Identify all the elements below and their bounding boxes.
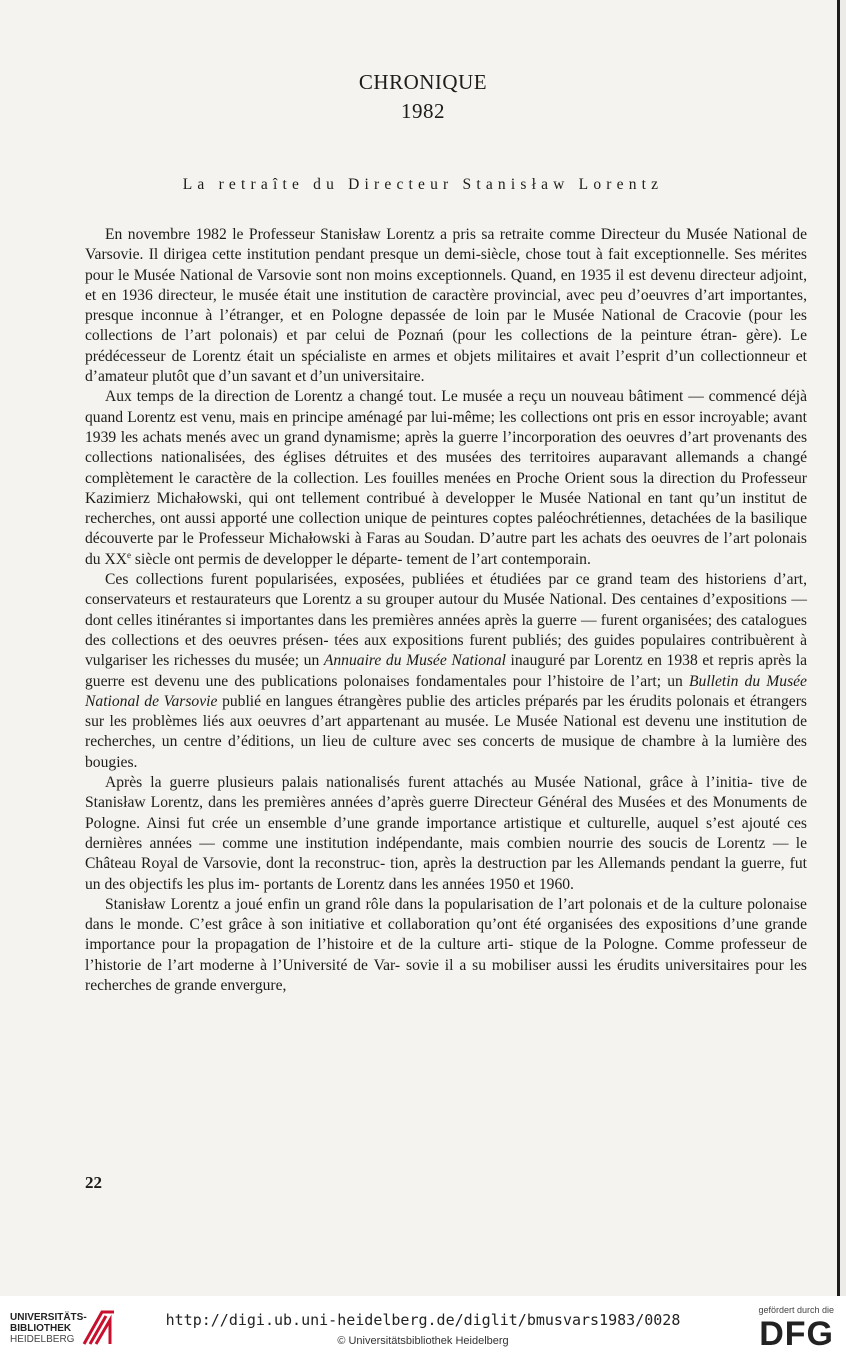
text-line: tive de Stanisław Lorentz, dans les premières années d’après guerre Directeur Général des Musées [85,774,808,812]
page-year: 1982 [401,99,445,123]
dfg-logo: DFG [759,1315,834,1353]
text-line: En novembre 1982 le Professeur Stanisław Lorentz a pris sa retraite comme Directeur du [105,226,681,243]
text-line: historiens d’art, conservateurs et restaurateurs que Lorentz a su grouper autour du Musée [85,571,807,609]
text-line: Michałowski, qui ont tellement contribué à developper le Musée National en tant qu’un institut [156,489,786,507]
text-line: tement de l’art contemporain. [406,550,591,568]
text-line: culture polonaise dans le monde. C’est grâce à son initiative et collaboration qu’ont été organisées [85,895,807,934]
text-line: des expositions d’une grande importance pour la propagation de l’histoire et de la culture arti- [85,916,807,954]
text-line: était une institution de caractère provincial, avec peu d’oeuvres d’art importantes, presque [85,286,807,325]
text-line: tées aux expositions furent publiés; des guides populaires contribuèrent à vulgariser les richesses [85,631,807,670]
text-line: Ces collections furent popularisées, exposées, publiées et étudiées par ce grand team des [105,571,699,589]
text-line: détruites et des musées des territoires auparavant allemands a changé complètement le caractère [85,449,807,487]
text-line: est devenu une des publications polonaises fondamentales pour l’histoire de l’art; un [130,672,689,690]
text-line: tout à fait exceptionnelle. Ses mérites pour le Musée National de Varsovie sont non moins [85,246,807,284]
text-line: portants de Lorentz dans les années 1950 et 1960. [263,875,574,893]
text-line: exceptionnels. Quand, en 1935 il est devenu directeur adjoint, et en 1936 directeur, le musée [85,266,807,304]
annuaire-title: Annuaire du Musée National [323,652,506,670]
source-url-link[interactable]: http://digi.ub.uni-heidelberg.de/diglit/bmusvars1983/0028 [165,1311,681,1329]
text-line: inconnue à l’étranger, et en Pologne depassée de loin par le Musée National de Cracovie (pour [140,307,783,325]
text-line: l’esprit d’un collectionneur et d’amateur plutôt que d’un savant et d’un universitaire. [85,347,807,386]
text-line: et des Monuments de Pologne. Ainsi fut crée un ensemble d’une grande importance artistique [85,794,807,832]
page-title: CHRONIQUE [358,70,488,94]
text-line: tion, après la destruction par les Allemands pendant la guerre, fut un des objectifs les plus im- [85,855,807,893]
text-line: ont pris en essor incroyable; avant 1939 les achats menés avec un grand dynamisme; après la [85,408,807,446]
text-line: part les achats des oeuvres de l’art polonais du XX [85,530,807,568]
text-line: érudits polonais et étrangers sur les problèmes liés aux oeuvres d’art appartenant au musée. [85,692,807,731]
paragraph-3 [85,570,807,773]
text-line: années après la guerre — furent organisées; des catalogues des collections et des oeuvres présen- [85,611,807,649]
article-body [85,225,807,996]
logo-line: UNIVERSITÄTS- [10,1312,87,1323]
paragraph-1 [85,225,807,387]
footer-bar [0,1296,846,1359]
text-line: gère). Le prédécesseur de Lorentz était un spécialiste en armes et objets militaires et avait [85,327,807,365]
text-line: Le Musée National est devenu une institution de recherches, un centre d’éditions, un lieu de [85,713,807,751]
text-line: Stanisław Lorentz a joué enfin un grand rôle dans la popularisation de l’art polonais et de la [105,895,695,913]
text-line: les collections de l’art polonais) et par celui de Poznań (pour les collections de la peinture étran- [85,307,807,345]
copyright-notice: © Universitätsbibliothek Heidelberg [337,1335,509,1347]
text-line: Musée National de Varsovie. Il dirigea cette institution pendant presque un demi-siècle, chose [85,226,807,264]
text-line: de recherches, ont aussi apporté une collection unique de peintures coptes paléochrétiennes, [85,489,807,528]
bulletin-title-cont: du Musée National de Varsovie [85,672,807,710]
bulletin-title: Bulletin [689,672,739,690]
text-line: publié en langues étrangères publie des articles préparés par les [217,692,625,710]
text-line: siècle ont permis de developper le départe- [131,550,403,568]
page-number: 22 [85,1173,102,1192]
text-line: stique de la Pologne. Comme professeur de l’historie de l’art moderne à l’Université de Var- [85,936,808,974]
text-line: inauguré par Lorentz en 1938 et repris après la guerre [85,652,807,690]
text-line: sovie il a su mobiliser aussi les érudits universitaires pour les recherches de grande envergure, [85,956,807,994]
logo-line: BIBLIOTHEK [10,1323,72,1334]
text-line: guerre l’incorporation des oeuvres d’art provenants des collections nationalisées, des églises [85,428,808,467]
logo-line: HEIDELBERG [10,1334,75,1345]
text-line: detachées de la basilique découverte par le Professeur Michałowski à Faras au Soudan. D’autre [85,510,807,548]
article-subtitle: La retraîte du Directeur Stanisław Lorentz [182,176,664,193]
text-line: de la collection. Les fouilles menées en Proche Orient sous la direction du Professeur Kazimierz [85,469,807,507]
text-line: National. Des centaines d’expositions — dont celles itinérantes si importantes dans les premières [85,591,807,629]
text-line: Après la guerre plusieurs palais nationalisés furent attachés au Musée National, grâce à l’initia- [105,774,753,792]
superscript-e: e [127,549,132,560]
paragraph-2 [85,387,807,570]
funding-note: gefördert durch die [758,1305,834,1315]
text-line: mais combien nourrie des soucis de Lorentz — le Château Royal de Varsovie, dont la reconstruc- [85,834,808,873]
paragraph-5 [85,895,807,996]
text-line: culture avec ses concerts de musique de chambre à la lumière des bougies. [85,733,807,771]
text-line: Aux temps de la direction de Lorentz a changé tout. Le musée a reçu un nouveau bâtiment — [105,388,704,406]
text-line: commencé déjà quand Lorentz est venu, mais en principe aménagé par lui-même; les collections [85,388,807,426]
text-line: du musée; un [234,652,324,670]
text-line: et culturelle, auquel s’est ajouté ces dernières années — comme une institution indépendante, [85,814,808,852]
paragraph-4 [85,773,807,895]
